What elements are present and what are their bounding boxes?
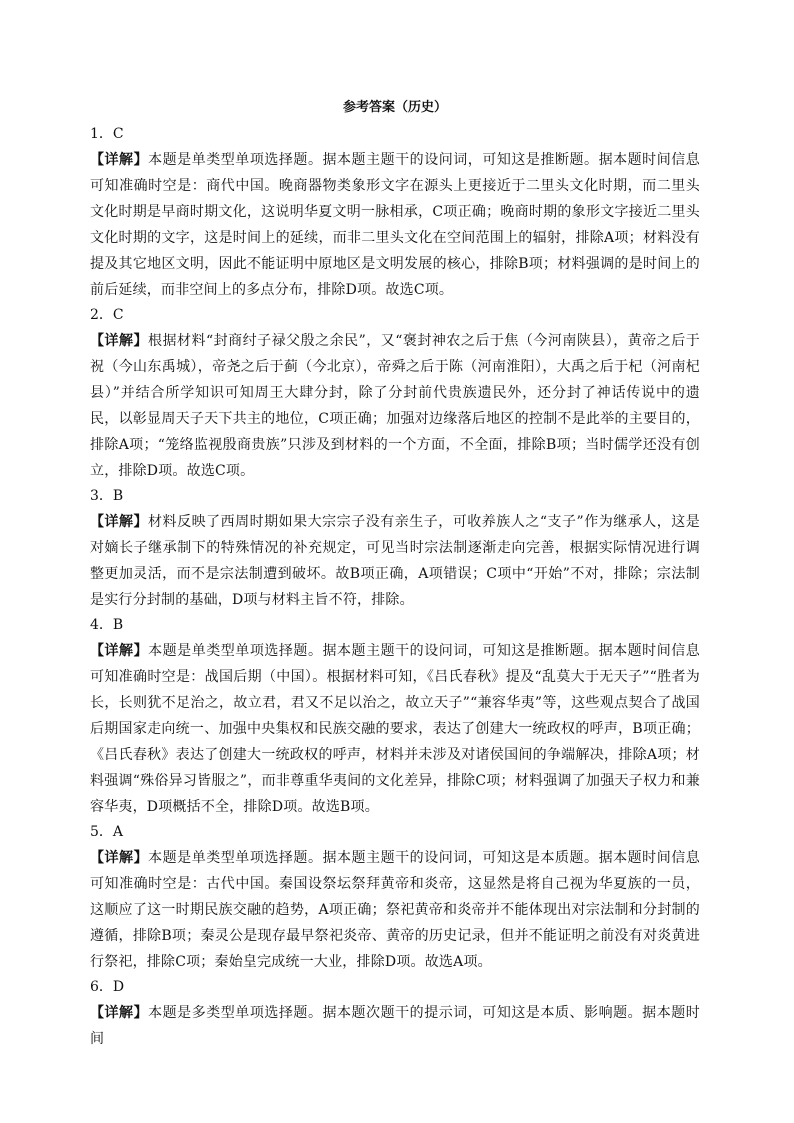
page-title: 参考答案（历史） xyxy=(342,100,447,115)
detail-text: 根据材料“封商纣子禄父殷之余民”，又“褒封神农之后于焦（今河南陕县），黄帝之后于祝（今山东禹城），帝尧之后于蓟（今北京），帝舜之后于陈（河南淮阳），大禹之后于杞（河南杞县）”并结合所学知识可知周王大肆分封，除了分封前代贵族遗民外，还分封了神话传说中的遗民，以彰显周天子天下共主的地位，C项正确；加强对边缘落后地区的控制不是此举的主要目的，排除A项；“笼络监视殷商贵族”只涉及到材料的一个方面，不全面，排除B项；当时儒学还没有创立，排除D项。故选C项。 xyxy=(90,333,700,479)
answer-item-5 xyxy=(90,820,700,975)
detail-text: 本题是单类型单项选择题。据本题主题干的设问词，可知这是推断题。据本题时间信息可知准确时空是：战国后期（中国）。根据材料可知，《吕氏春秋》提及“乱莫大于无天子”“胜者为长，长则犹不足治之，故立君，君又不足以治之，故立天子”“兼容华夷”等，这些观点契合了战国后期国家走向统一、加强中央集权和民族交融的要求，表达了创建大一统政权的呼声，B项正确；《吕氏春秋》表达了创建大一统政权的呼声，材料并未涉及对诸侯国间的争端解决，排除A项；材料强调“殊俗异习皆服之”，而非尊重华夷间的文化差异，排除C项；材料强调了加强天子权力和兼容华夷，D项概括不全，排除D项。故选B项。 xyxy=(90,643,700,815)
answer-detail xyxy=(90,328,700,484)
detail-text: 本题是多类型单项选择题。据本题次题干的提示词，可知这是本质、影响题。据本题时间 xyxy=(90,1005,700,1047)
answer-detail xyxy=(90,845,700,975)
answer-number: 5．A xyxy=(90,824,124,840)
answer-number: 3．B xyxy=(90,488,124,504)
answer-number: 1．C xyxy=(90,126,124,142)
detail-tag: 【详解】 xyxy=(90,643,149,659)
answer-detail xyxy=(90,1000,700,1052)
answer-detail xyxy=(90,638,700,820)
detail-text: 材料反映了西周时期如果大宗宗子没有亲生子，可收养族人之“支子”作为继承人，这是对嫡长子继承制下的特殊情况的补充规定，可见当时宗法制逐渐走向完善，根据实际情况进行调整更加灵活，而不是宗法制遭到破坏。故B项正确，A项错误；C项中“开始”不对，排除；宗法制是实行分封制的基础，D项与材料主旨不符，排除。 xyxy=(90,514,700,608)
detail-tag: 【详解】 xyxy=(90,850,149,866)
detail-text: 本题是单类型单项选择题。据本题主题干的设问词，可知这是本质题。据本题时间信息可知准确时空是：古代中国。秦国设祭坛祭拜黄帝和炎帝，这显然是将自己视为华夏族的一员，这顺应了这一时期民族交融的趋势，A项正确；祭祀黄帝和炎帝并不能体现出对宗法制和分封制的遵循，排除B项；秦灵公是现存最早祭祀炎帝、黄帝的历史记录，但并不能证明之前没有对炎黄进行祭祀，排除C项；秦始皇完成统一大业，排除D项。故选A项。 xyxy=(90,850,700,970)
answer-item-6 xyxy=(90,975,700,1052)
detail-tag: 【详解】 xyxy=(90,1005,149,1021)
answer-detail xyxy=(90,147,700,303)
answer-number: 6．D xyxy=(90,979,125,995)
answer-item-3 xyxy=(90,484,700,613)
detail-tag: 【详解】 xyxy=(90,333,148,349)
answer-number: 2．C xyxy=(90,307,124,323)
answer-document xyxy=(90,96,700,1052)
answer-item-4 xyxy=(90,613,700,820)
answer-detail xyxy=(90,509,700,613)
answer-item-2 xyxy=(90,303,700,484)
detail-tag: 【详解】 xyxy=(90,152,149,168)
answer-number: 4．B xyxy=(90,617,124,633)
detail-text: 本题是单类型单项选择题。据本题主题干的设问词，可知这是推断题。据本题时间信息可知准确时空是：商代中国。晚商器物类象形文字在源头上更接近于二里头文化时期，而二里头文化时期是早商时期文化，这说明华夏文明一脉相承，C项正确；晚商时期的象形文字接近二里头文化时期的文字，这是时间上的延续，而非二里头文化在空间范围上的辐射，排除A项；材料没有提及其它地区文明，因此不能证明中原地区是文明发展的核心，排除B项；材料强调的是时间上的前后延续，而非空间上的多点分布，排除D项。故选C项。 xyxy=(90,152,700,298)
detail-tag: 【详解】 xyxy=(90,514,149,530)
answer-item-1 xyxy=(90,122,700,303)
